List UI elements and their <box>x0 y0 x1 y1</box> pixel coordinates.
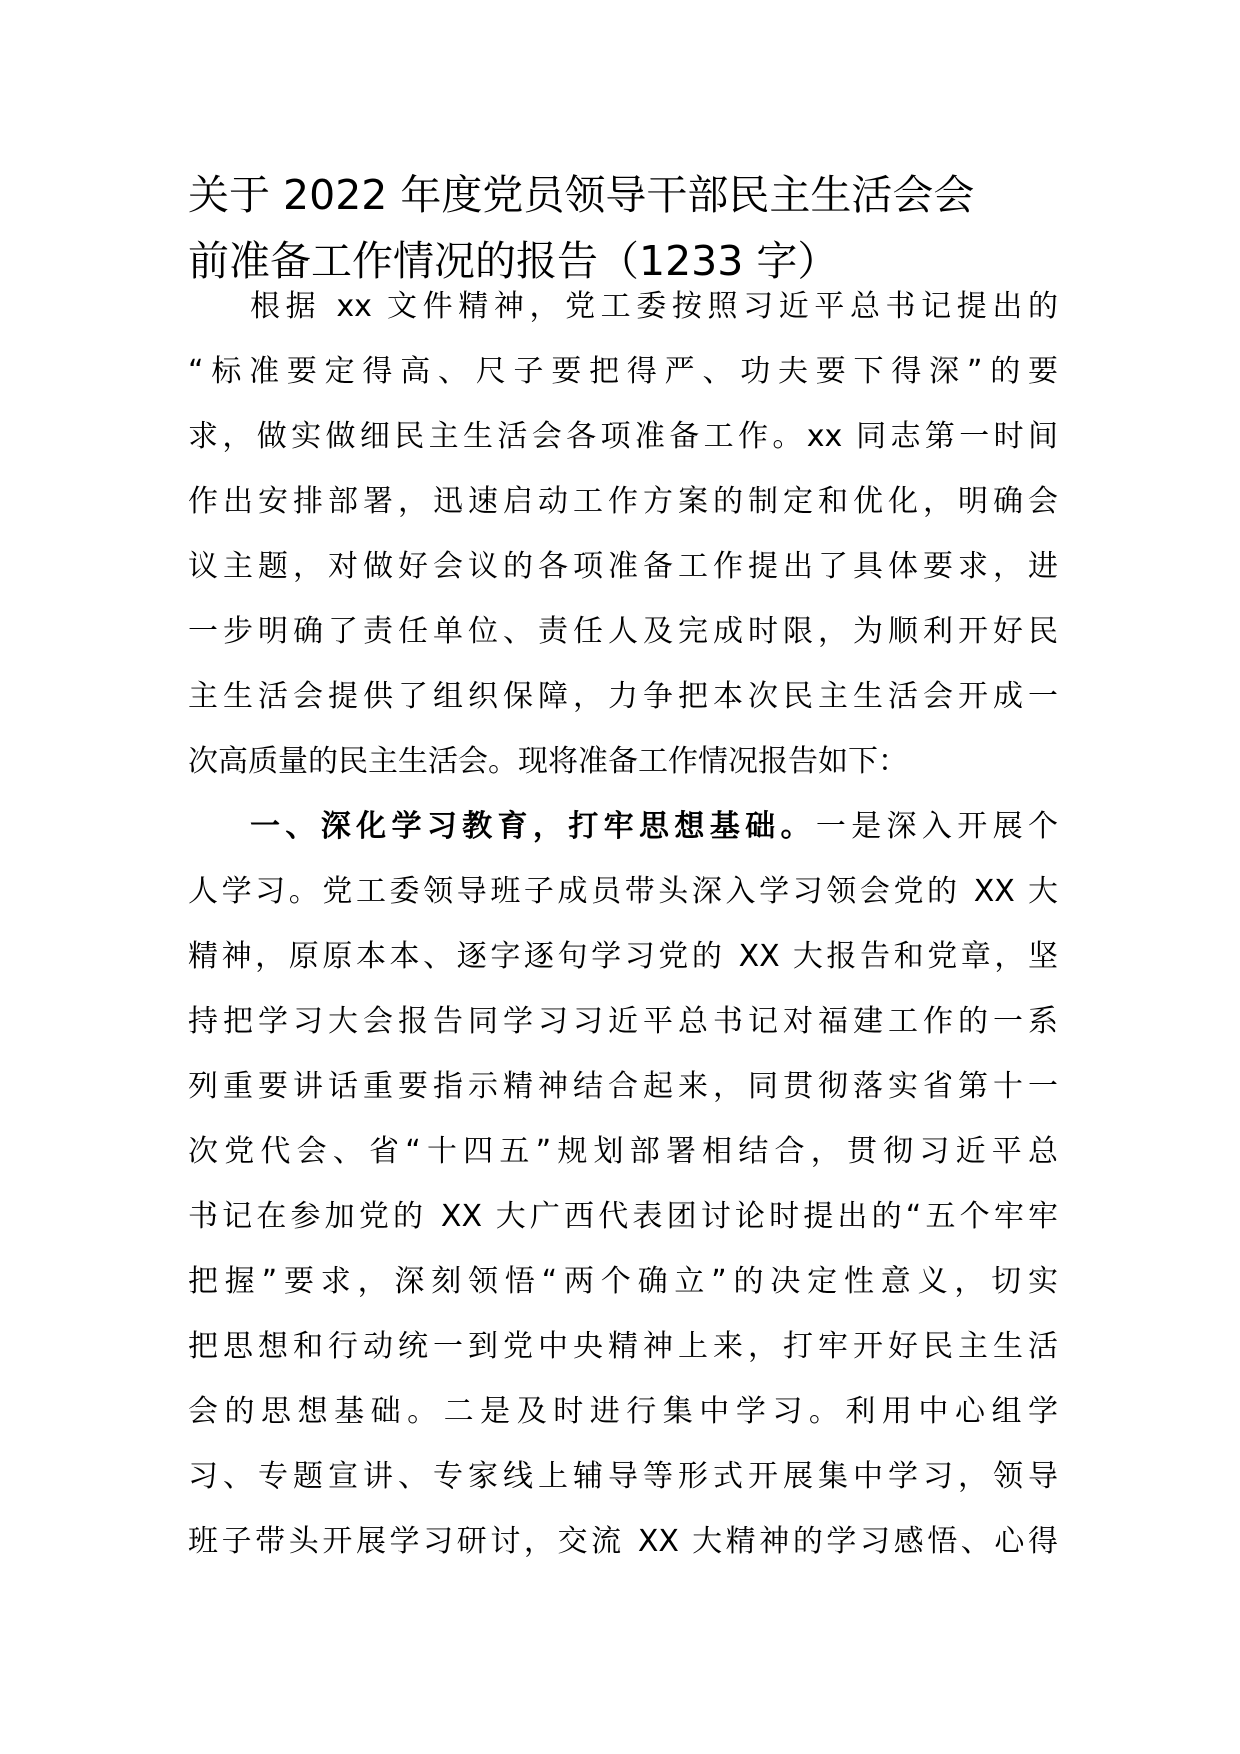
section-first-line-rest: 一是深入开展个 <box>815 809 1059 844</box>
text-line: 一步明确了责任单位、责任人及完成时限，为顺利开好民 <box>188 614 1058 649</box>
section-first-line <box>188 794 1058 859</box>
text-line: 书记在参加党的 XX 大广西代表团讨论时提出的“五个牢牢 <box>188 1199 1058 1234</box>
text-line: 把握”要求，深刻领悟“两个确立”的决定性意义，切实 <box>188 1264 1058 1299</box>
text-line: 议主题，对做好会议的各项准备工作提出了具体要求，进 <box>188 549 1058 584</box>
title-line-1: 关于 2022 年度党员领导干部民主生活会会 <box>188 171 975 219</box>
text-line: 会的思想基础。二是及时进行集中学习。利用中心组学 <box>188 1394 1058 1429</box>
text-line: 精神，原原本本、逐字逐句学习党的 XX 大报告和党章，坚 <box>188 939 1058 974</box>
text-line: 列重要讲话重要指示精神结合起来，同贯彻落实省第十一 <box>188 1069 1058 1104</box>
text-line: 班子带头开展学习研讨，交流 XX 大精神的学习感悟、心得 <box>188 1524 1058 1559</box>
title-line-2: 前准备工作情况的报告（1233 字） <box>188 237 839 285</box>
paragraph-intro <box>188 274 1058 794</box>
text-line: 人学习。党工委领导班子成员带头深入学习领会党的 XX 大 <box>188 874 1058 909</box>
text-line: 次高质量的民主生活会。现将准备工作情况报告如下： <box>188 744 908 779</box>
document-body <box>188 274 1058 1574</box>
text-line: “标准要定得高、尺子要把得严、功夫要下得深”的要 <box>188 354 1058 389</box>
text-line: 习、专题宣讲、专家线上辅导等形式开展集中学习，领导 <box>188 1459 1058 1494</box>
text-line: 根据 xx 文件精神，党工委按照习近平总书记提出的 <box>250 289 1058 324</box>
text-line: 主生活会提供了组织保障，力争把本次民主生活会开成一 <box>188 679 1058 714</box>
text-line: 把思想和行动统一到党中央精神上来，打牢开好民主生活 <box>188 1329 1058 1364</box>
text-line: 次党代会、省“十四五”规划部署相结合，贯彻习近平总 <box>188 1134 1058 1169</box>
section-heading: 一、深化学习教育，打牢思想基础。 <box>250 809 816 844</box>
paragraph-section-1 <box>188 794 1058 1574</box>
text-line: 作出安排部署，迅速启动工作方案的制定和优化，明确会 <box>188 484 1058 519</box>
text-line: 持把学习大会报告同学习习近平总书记对福建工作的一系 <box>188 1004 1058 1039</box>
text-line: 求，做实做细民主生活会各项准备工作。xx 同志第一时间 <box>188 419 1058 454</box>
